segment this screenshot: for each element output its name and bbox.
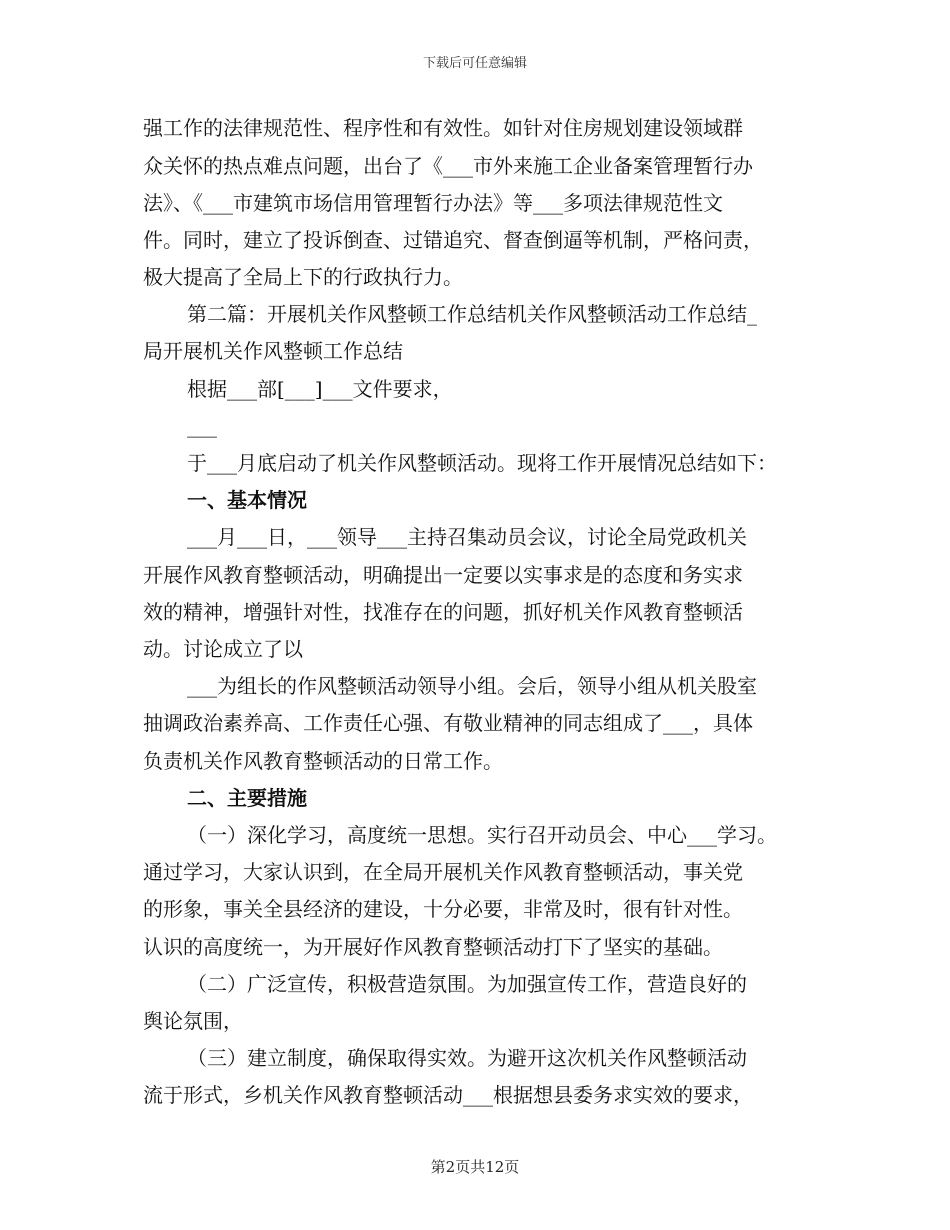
- body-line: 强工作的法律规范性、程序性和有效性。如针对住房规划建设领域群: [143, 116, 743, 140]
- body-line: 效的精神，增强针对性，找准存在的问题，抓好机关作风教育整顿活: [143, 600, 743, 624]
- page-footer: 第2页共12页: [430, 1158, 520, 1176]
- body-line: 流于形式，乡机关作风教育整顿活动___根据想县委务求实效的要求，: [143, 1083, 753, 1107]
- body-line: 舆论氛围，: [143, 1009, 243, 1033]
- body-line: ___为组长的作风整顿活动领导小组。会后，领导小组从机关股室: [187, 674, 757, 698]
- body-line: 于___月底启动了机关作风整顿活动。现将工作开展情况总结如下：: [187, 451, 777, 475]
- body-line: 通过学习，大家认识到，在全局开展机关作风教育整顿活动，事关党: [143, 860, 743, 884]
- body-line: 认识的高度统一，为开展好作风教育整顿活动打下了坚实的基础。: [143, 935, 723, 959]
- body-line: ___: [187, 414, 217, 438]
- body-line: 抽调政治素养高、工作责任心强、有敬业精神的同志组成了___，具体: [143, 711, 753, 735]
- body-line: 动。讨论成立了以: [143, 637, 303, 661]
- body-line: 负责机关作风教育整顿活动的日常工作。: [143, 749, 503, 773]
- body-line: 开展作风教育整顿活动，明确提出一定要以实事求是的态度和务实求: [143, 563, 743, 587]
- body-line: 根据___部[___]___文件要求，: [187, 377, 453, 401]
- body-line: 件。同时，建立了投诉倒查、过错追究、督查倒逼等机制，严格问责，: [143, 228, 763, 252]
- body-line: 极大提高了全局上下的行政执行力。: [143, 265, 463, 289]
- body-line: 的形象，事关全县经济的建设，十分必要，非常及时，很有针对性。: [143, 897, 743, 921]
- section-title-line: 局开展机关作风整顿工作总结: [143, 339, 403, 363]
- body-line: 众关怀的热点难点问题，出台了《___市外来施工企业备案管理暂行办: [143, 154, 753, 178]
- page-header: 下载后可任意编辑: [422, 56, 527, 71]
- heading-main-measures: 二、主要措施: [187, 786, 307, 810]
- body-line: （三）建立制度，确保取得实效。为避开这次机关作风整顿活动: [187, 1046, 747, 1070]
- section-title-line: 第二篇：开展机关作风整顿工作总结机关作风整顿活动工作总结_: [187, 302, 757, 326]
- body-line: 法》、《___市建筑市场信用管理暂行办法》等___多项法律规范性文: [143, 191, 723, 215]
- body-line: （二）广泛宣传，积极营造氛围。为加强宣传工作，营造良好的: [187, 972, 747, 996]
- body-line: ___月___日，___领导___主持召集动员会议，讨论全局党政机关: [187, 525, 747, 549]
- heading-basic-situation: 一、基本情况: [187, 488, 307, 512]
- body-line: （一）深化学习，高度统一思想。实行召开动员会、中心___学习。: [187, 823, 777, 847]
